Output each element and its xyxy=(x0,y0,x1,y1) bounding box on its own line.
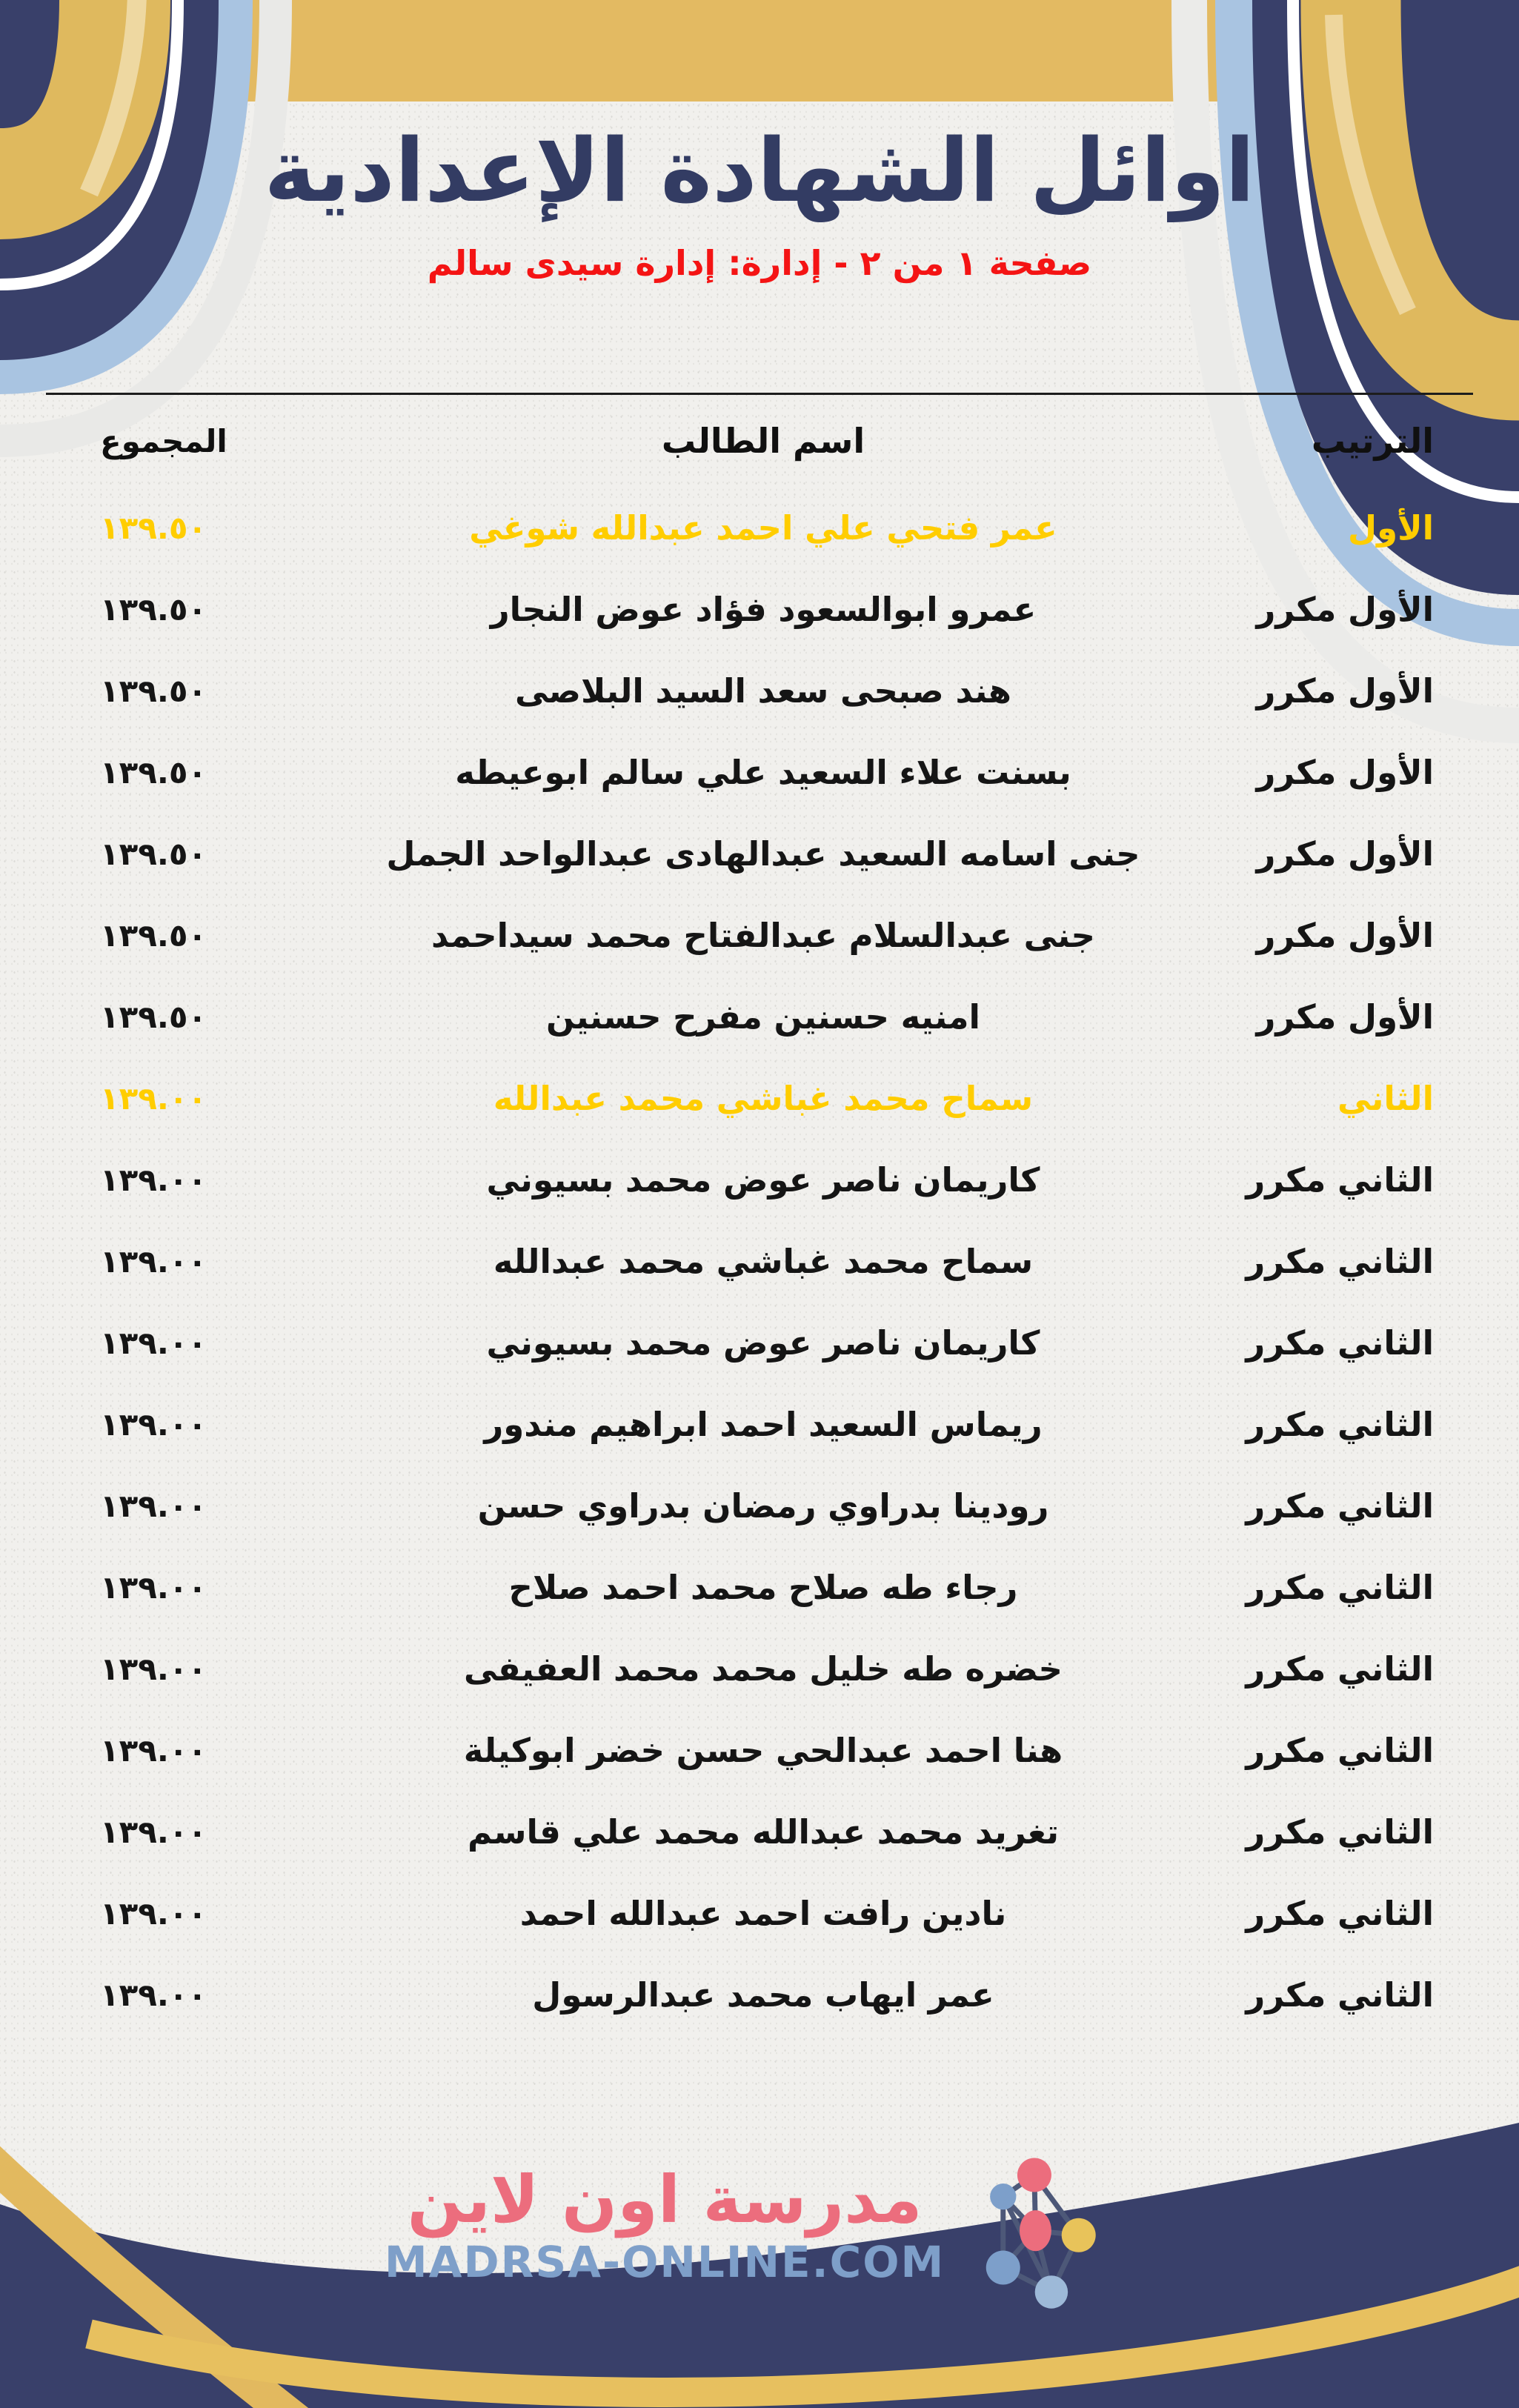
site-logo xyxy=(385,2140,1120,2313)
student-name-cell: رجاء طه صلاح محمد احمد صلاح xyxy=(508,1568,1018,1608)
student-name-cell: عمر ايهاب محمد عبدالرسول xyxy=(532,1975,994,2015)
rank-cell: الأول مكرر xyxy=(1256,997,1434,1037)
total-cell: ١٣٩.٠٠ xyxy=(100,1488,207,1525)
table-row xyxy=(100,1629,1434,1710)
logo-arabic-name: مدرسة اون لاين xyxy=(407,2161,923,2238)
table-row xyxy=(100,732,1434,814)
table-row xyxy=(100,1303,1434,1384)
total-cell: ١٣٩.٠٠ xyxy=(100,1569,207,1606)
table-row xyxy=(100,814,1434,895)
rank-cell: الأول مكرر xyxy=(1256,834,1434,874)
rank-cell: الثاني مكرر xyxy=(1246,1323,1434,1363)
table-row xyxy=(100,1466,1434,1547)
rank-cell: الثاني مكرر xyxy=(1246,1649,1434,1689)
total-cell: ١٣٩.٠٠ xyxy=(100,1243,207,1280)
table-row xyxy=(100,1955,1434,2036)
student-name-cell: هند صبحى سعد السيد البلاصى xyxy=(514,671,1012,711)
total-cell: ١٣٩.٠٠ xyxy=(100,1406,207,1443)
rank-cell: الثاني مكرر xyxy=(1246,1975,1434,2015)
total-cell: ١٣٩.٠٠ xyxy=(100,1162,207,1199)
total-cell: ١٣٩.٥٠ xyxy=(100,754,207,791)
table-row xyxy=(100,1792,1434,1873)
student-name-cell: عمرو ابوالسعود فؤاد عوض النجار xyxy=(490,590,1037,630)
page-title: اوائل الشهادة الإعدادية xyxy=(264,119,1255,222)
student-name-cell: جنى اسامه السعيد عبدالهادى عبدالواحد الجمل xyxy=(386,834,1140,874)
total-column-header: المجموع xyxy=(100,422,227,459)
table-body xyxy=(100,488,1434,2036)
logo-text xyxy=(384,2161,945,2288)
total-cell: ١٣٩.٥٠ xyxy=(100,836,207,873)
network-graph-icon xyxy=(949,2140,1120,2313)
student-name-cell: سماح محمد غباشي محمد عبدالله xyxy=(493,1242,1034,1282)
rank-cell: الأول مكرر xyxy=(1256,671,1434,711)
student-name-cell: نادين رافت احمد عبدالله احمد xyxy=(519,1894,1007,1934)
total-cell: ١٣٩.٠٠ xyxy=(100,1080,207,1117)
page-subtitle: صفحة ١ من ٢ - إدارة: إدارة سيدى سالم xyxy=(427,242,1092,283)
table-row xyxy=(100,651,1434,732)
student-name-cell: رودينا بدراوي رمضان بدراوي حسن xyxy=(477,1486,1049,1526)
table-row xyxy=(100,569,1434,651)
rank-cell: الثاني مكرر xyxy=(1246,1242,1434,1282)
total-cell: ١٣٩.٠٠ xyxy=(100,1325,207,1362)
total-cell: ١٣٩.٥٠ xyxy=(100,673,207,710)
student-name-cell: امنيه حسنين مفرح حسنين xyxy=(546,997,980,1037)
rank-cell: الأول مكرر xyxy=(1256,753,1434,793)
rank-cell: الثاني مكرر xyxy=(1246,1812,1434,1852)
name-column-header: اسم الطالب xyxy=(661,421,865,462)
student-name-cell: كاريمان ناصر عوض محمد بسيوني xyxy=(486,1160,1040,1200)
total-cell: ١٣٩.٥٠ xyxy=(100,510,207,547)
rank-cell: الثاني مكرر xyxy=(1246,1894,1434,1934)
student-name-cell: خضره طه خليل محمد محمد العفيفى xyxy=(464,1649,1063,1689)
logo-domain: MADRSA-ONLINE.COM xyxy=(384,2237,945,2288)
rank-cell: الأول xyxy=(1348,508,1434,548)
total-cell: ١٣٩.٠٠ xyxy=(100,1732,207,1769)
table-row xyxy=(100,895,1434,977)
table-row xyxy=(100,1384,1434,1466)
rank-cell: الثاني مكرر xyxy=(1246,1160,1434,1200)
rank-column-header: الترتيب xyxy=(1311,421,1434,462)
table-row xyxy=(100,1547,1434,1629)
rank-cell: الأول مكرر xyxy=(1256,916,1434,956)
table-row xyxy=(100,977,1434,1058)
student-name-cell: ريماس السعيد احمد ابراهيم مندور xyxy=(484,1405,1043,1445)
total-cell: ١٣٩.٠٠ xyxy=(100,1814,207,1851)
student-name-cell: تغريد محمد عبدالله محمد علي قاسم xyxy=(467,1812,1060,1852)
table-row xyxy=(100,1873,1434,1955)
total-cell: ١٣٩.٠٠ xyxy=(100,1977,207,2014)
rank-cell: الأول مكرر xyxy=(1256,590,1434,630)
table-row xyxy=(100,1710,1434,1792)
student-name-cell: جنى عبدالسلام عبدالفتاح محمد سيداحمد xyxy=(431,916,1095,956)
total-cell: ١٣٩.٥٠ xyxy=(100,917,207,954)
student-name-cell: سماح محمد غباشي محمد عبدالله xyxy=(493,1079,1034,1119)
table-row xyxy=(100,488,1434,569)
total-cell: ١٣٩.٥٠ xyxy=(100,591,207,628)
student-name-cell: بسنت علاء السعيد علي سالم ابوعيطه xyxy=(455,753,1071,793)
student-name-cell: عمر فتحي علي احمد عبدالله شوغي xyxy=(469,508,1057,548)
table-header-row xyxy=(100,395,1434,488)
student-name-cell: هنا احمد عبدالحي حسن خضر ابوكيلة xyxy=(463,1731,1063,1771)
rank-cell: الثاني مكرر xyxy=(1246,1405,1434,1445)
results-table xyxy=(100,395,1434,2036)
rank-cell: الثاني مكرر xyxy=(1246,1568,1434,1608)
table-row xyxy=(100,1221,1434,1303)
rank-cell: الثاني مكرر xyxy=(1246,1731,1434,1771)
total-cell: ١٣٩.٠٠ xyxy=(100,1895,207,1932)
table-row xyxy=(100,1140,1434,1221)
total-cell: ١٣٩.٥٠ xyxy=(100,999,207,1036)
student-name-cell: كاريمان ناصر عوض محمد بسيوني xyxy=(486,1323,1040,1363)
total-cell: ١٣٩.٠٠ xyxy=(100,1651,207,1688)
table-row xyxy=(100,1058,1434,1140)
rank-cell: الثاني xyxy=(1337,1079,1434,1119)
rank-cell: الثاني مكرر xyxy=(1246,1486,1434,1526)
